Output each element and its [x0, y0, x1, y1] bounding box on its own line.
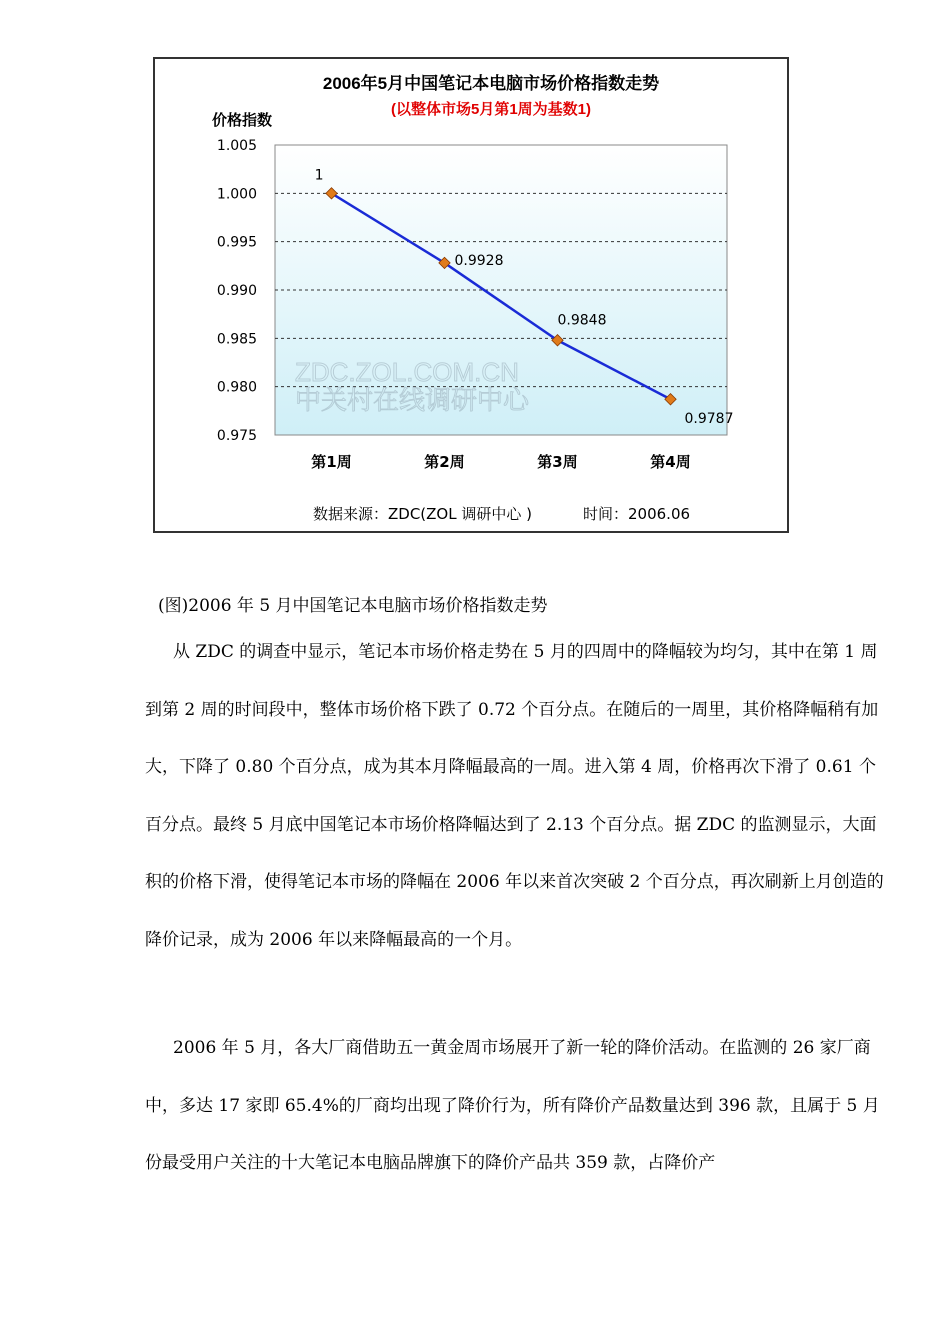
x-tick-label: 第3周 [537, 453, 578, 471]
data-label: 1 [314, 167, 324, 184]
y-tick-label: 0.990 [216, 283, 257, 299]
figure-caption: (图)2006 年 5 月中国笔记本电脑市场价格指数走势 [158, 596, 548, 616]
x-tick-label: 第4周 [650, 453, 691, 471]
chart-svg [155, 59, 787, 531]
data-label: 0.9848 [557, 312, 607, 329]
y-tick-label: 1.000 [216, 186, 257, 203]
x-tick-label: 第1周 [311, 453, 352, 471]
x-tick-label: 第2周 [424, 453, 465, 471]
plot-area [217, 138, 734, 471]
body-paragraph-1: 从 ZDC 的调查中显示，笔记本市场价格走势在 5 月的四周中的降幅较为均匀，其中在第 1 周到第 2 周的时间段中，整体市场价格下跌了 0.72 个百分点。在随后的一周里，其价格降幅稍有加大，下降了 0.80 个百分点，成为其本月降幅最高的一周。进入第 4 周，价格再次下滑了 0.61 个百分点。最终 5 月底中国笔记本市场价格降幅达到了 2.13 个百分点。据 ZDC 的监测显示，大面积的价格下滑，使得笔记本市场的降幅在 2006 年以来首次突破 2 个百分点，再次刷新上月创造的降价记录，成为 2006 年以来降幅最高的一个月。 [145, 642, 884, 950]
chart-title: 2006年5月中国笔记本电脑市场价格指数走势 [322, 74, 660, 93]
y-tick-label: 0.985 [216, 331, 257, 348]
y-tick-label: 0.995 [216, 234, 257, 251]
watermark-url: ZDC.ZOL.COM.CN [295, 357, 519, 387]
watermark-org: 中关村在线调研中心 [295, 386, 530, 416]
chart-subtitle: (以整体市场5月第1周为基数1) [390, 101, 592, 118]
y-tick-label: 0.980 [216, 379, 257, 396]
y-tick-label: 0.975 [216, 428, 257, 444]
y-tick-label: 1.005 [216, 138, 257, 154]
watermark [295, 357, 530, 416]
price-index-chart [153, 57, 789, 533]
data-label: 0.9928 [454, 252, 504, 269]
body-paragraph-2: 2006 年 5 月，各大厂商借助五一黄金周市场展开了新一轮的降价活动。在监测的 26 家厂商中，多达 17 家即 65.4%的厂商均出现了降价行为，所有降价产品数量达到 396 款，且属于 5 月份最受用户关注的十大笔记本电脑品牌旗下的降价产品共 359 款，占降价产 [145, 1038, 880, 1174]
time-note: 时间：2006.06 [583, 505, 691, 523]
source-note: 数据来源：ZDC(ZOL 调研中心 ) [313, 505, 532, 523]
data-label: 0.9787 [684, 411, 734, 428]
y-axis-label: 价格指数 [212, 112, 273, 129]
